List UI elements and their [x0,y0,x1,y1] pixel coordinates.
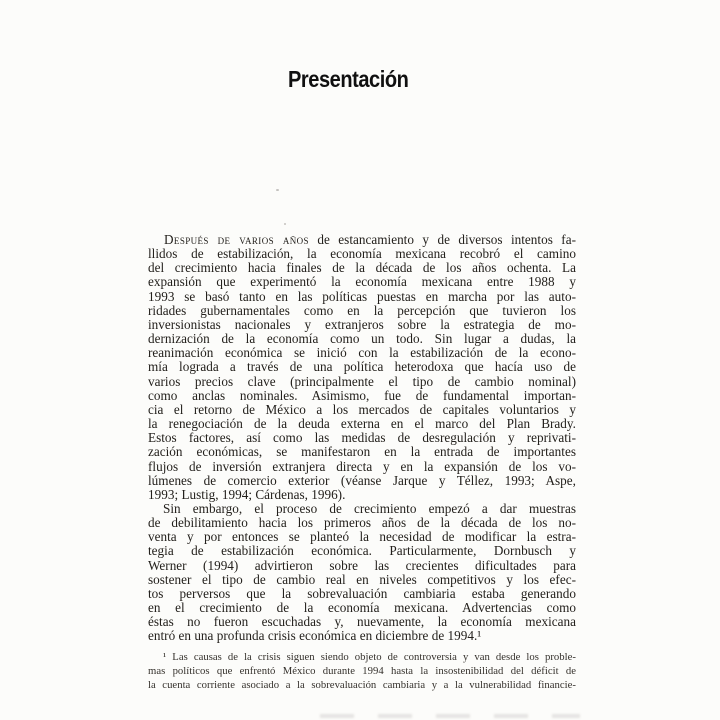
text-line: 1993; Lustig, 1994; Cárdenas, 1996). [148,487,346,502]
scan-speck [284,223,286,225]
text-line: zación económicas, se manifestaron en la entrada de importantes [148,445,576,460]
opening-rest: de estancamiento y de diversos intentos fa- [308,233,576,247]
text-line: sostener el tipo de cambio real en niveles competitivos y los efec- [148,572,576,587]
bottom-scan-artifact [320,714,580,718]
text-line: la renegociación de la deuda externa en el marco del Plan Brady. [148,417,576,432]
text-line: Sin embargo, el proceso de crecimiento empezó a dar muestras [163,501,576,516]
text-line: llidos de estabilización, la economía mexicana recobró el camino [148,247,576,262]
text-line: lúmenes de comercio exterior (véanse Jarque y Téllez, 1993; Aspe, [148,473,576,488]
footnote [148,650,576,692]
text-line: varios precios clave (principalmente el tipo de cambio nominal) [148,374,576,389]
text-line: inversionistas nacionales y extranjeros sobre la estrategia de mo- [148,317,576,332]
text-line: en el crecimiento de la economía mexicana. Advertencias como [148,601,576,616]
text-line: Werner (1994) advirtieron sobre las crecientes dificultades para [148,558,576,573]
scan-speck [276,189,279,191]
text-line: dernización de la economía como un todo. Sin lugar a dudas, la [148,332,576,347]
text-line: ¹ Las causas de la crisis siguen siendo objeto de controversia y van desde los proble- [163,651,576,663]
text-line: mas políticos que enfrentó México durante 1994 hasta la insostenibilidad del déficit de [148,665,576,678]
text-line: entró en una profunda crisis económica en diciembre de 1994.¹ [148,629,482,644]
text-line: ridades gubernamentales como en la percepción que tuvieron los [148,303,576,318]
text-line: expansión que experimentó la economía mexicana entre 1988 y [148,275,576,290]
smallcaps-opening: Después de varios años [164,233,309,247]
text-line: del crecimiento hacia finales de la década de los años ochenta. La [148,261,576,276]
text-line: venta y por entonces se planteó la necesidad de modificar la estra- [148,530,576,545]
text-line: la cuenta corriente asociado a la sobrevaluación cambiaria y a la vulnerabilidad financie- [148,679,576,692]
text-line: 1993 se basó tanto en las políticas puestas en marcha por las auto- [148,289,576,304]
paragraph-1 [148,233,576,502]
text-line: tegia de estabilización económica. Particularmente, Dornbusch y [148,544,576,559]
body-text [148,233,576,644]
page-title-text: Presentación [288,66,409,92]
text-line: como anclas nominales. Asimismo, fue de fundamental importan- [148,388,576,403]
paragraph-2 [148,502,576,644]
text-line: mía lograda a través de una política heterodoxa que hacía uso de [148,360,576,375]
text-line: cia el retorno de México a los mercados de capitales voluntarios y [148,402,576,417]
text-line: flujos de inversión extranjera directa y en la expansión de los vo- [148,459,576,474]
text-line: de debilitamiento hacia los primeros años de la década de los no- [148,516,576,531]
text-line: reanimación económica se inició con la estabilización de la econo- [148,346,576,361]
paragraph-first-line [148,233,576,247]
text-line: éstas no fueron escuchadas y, nuevamente, la economía mexicana [148,615,576,630]
paragraph-1-lines [148,247,576,502]
text-line: Estos factores, así como las medidas de desregulación y reprivati- [148,431,576,446]
text-line: tos perversos que la sobrevaluación cambiaria estaba generando [148,586,576,601]
page-title [148,64,575,98]
